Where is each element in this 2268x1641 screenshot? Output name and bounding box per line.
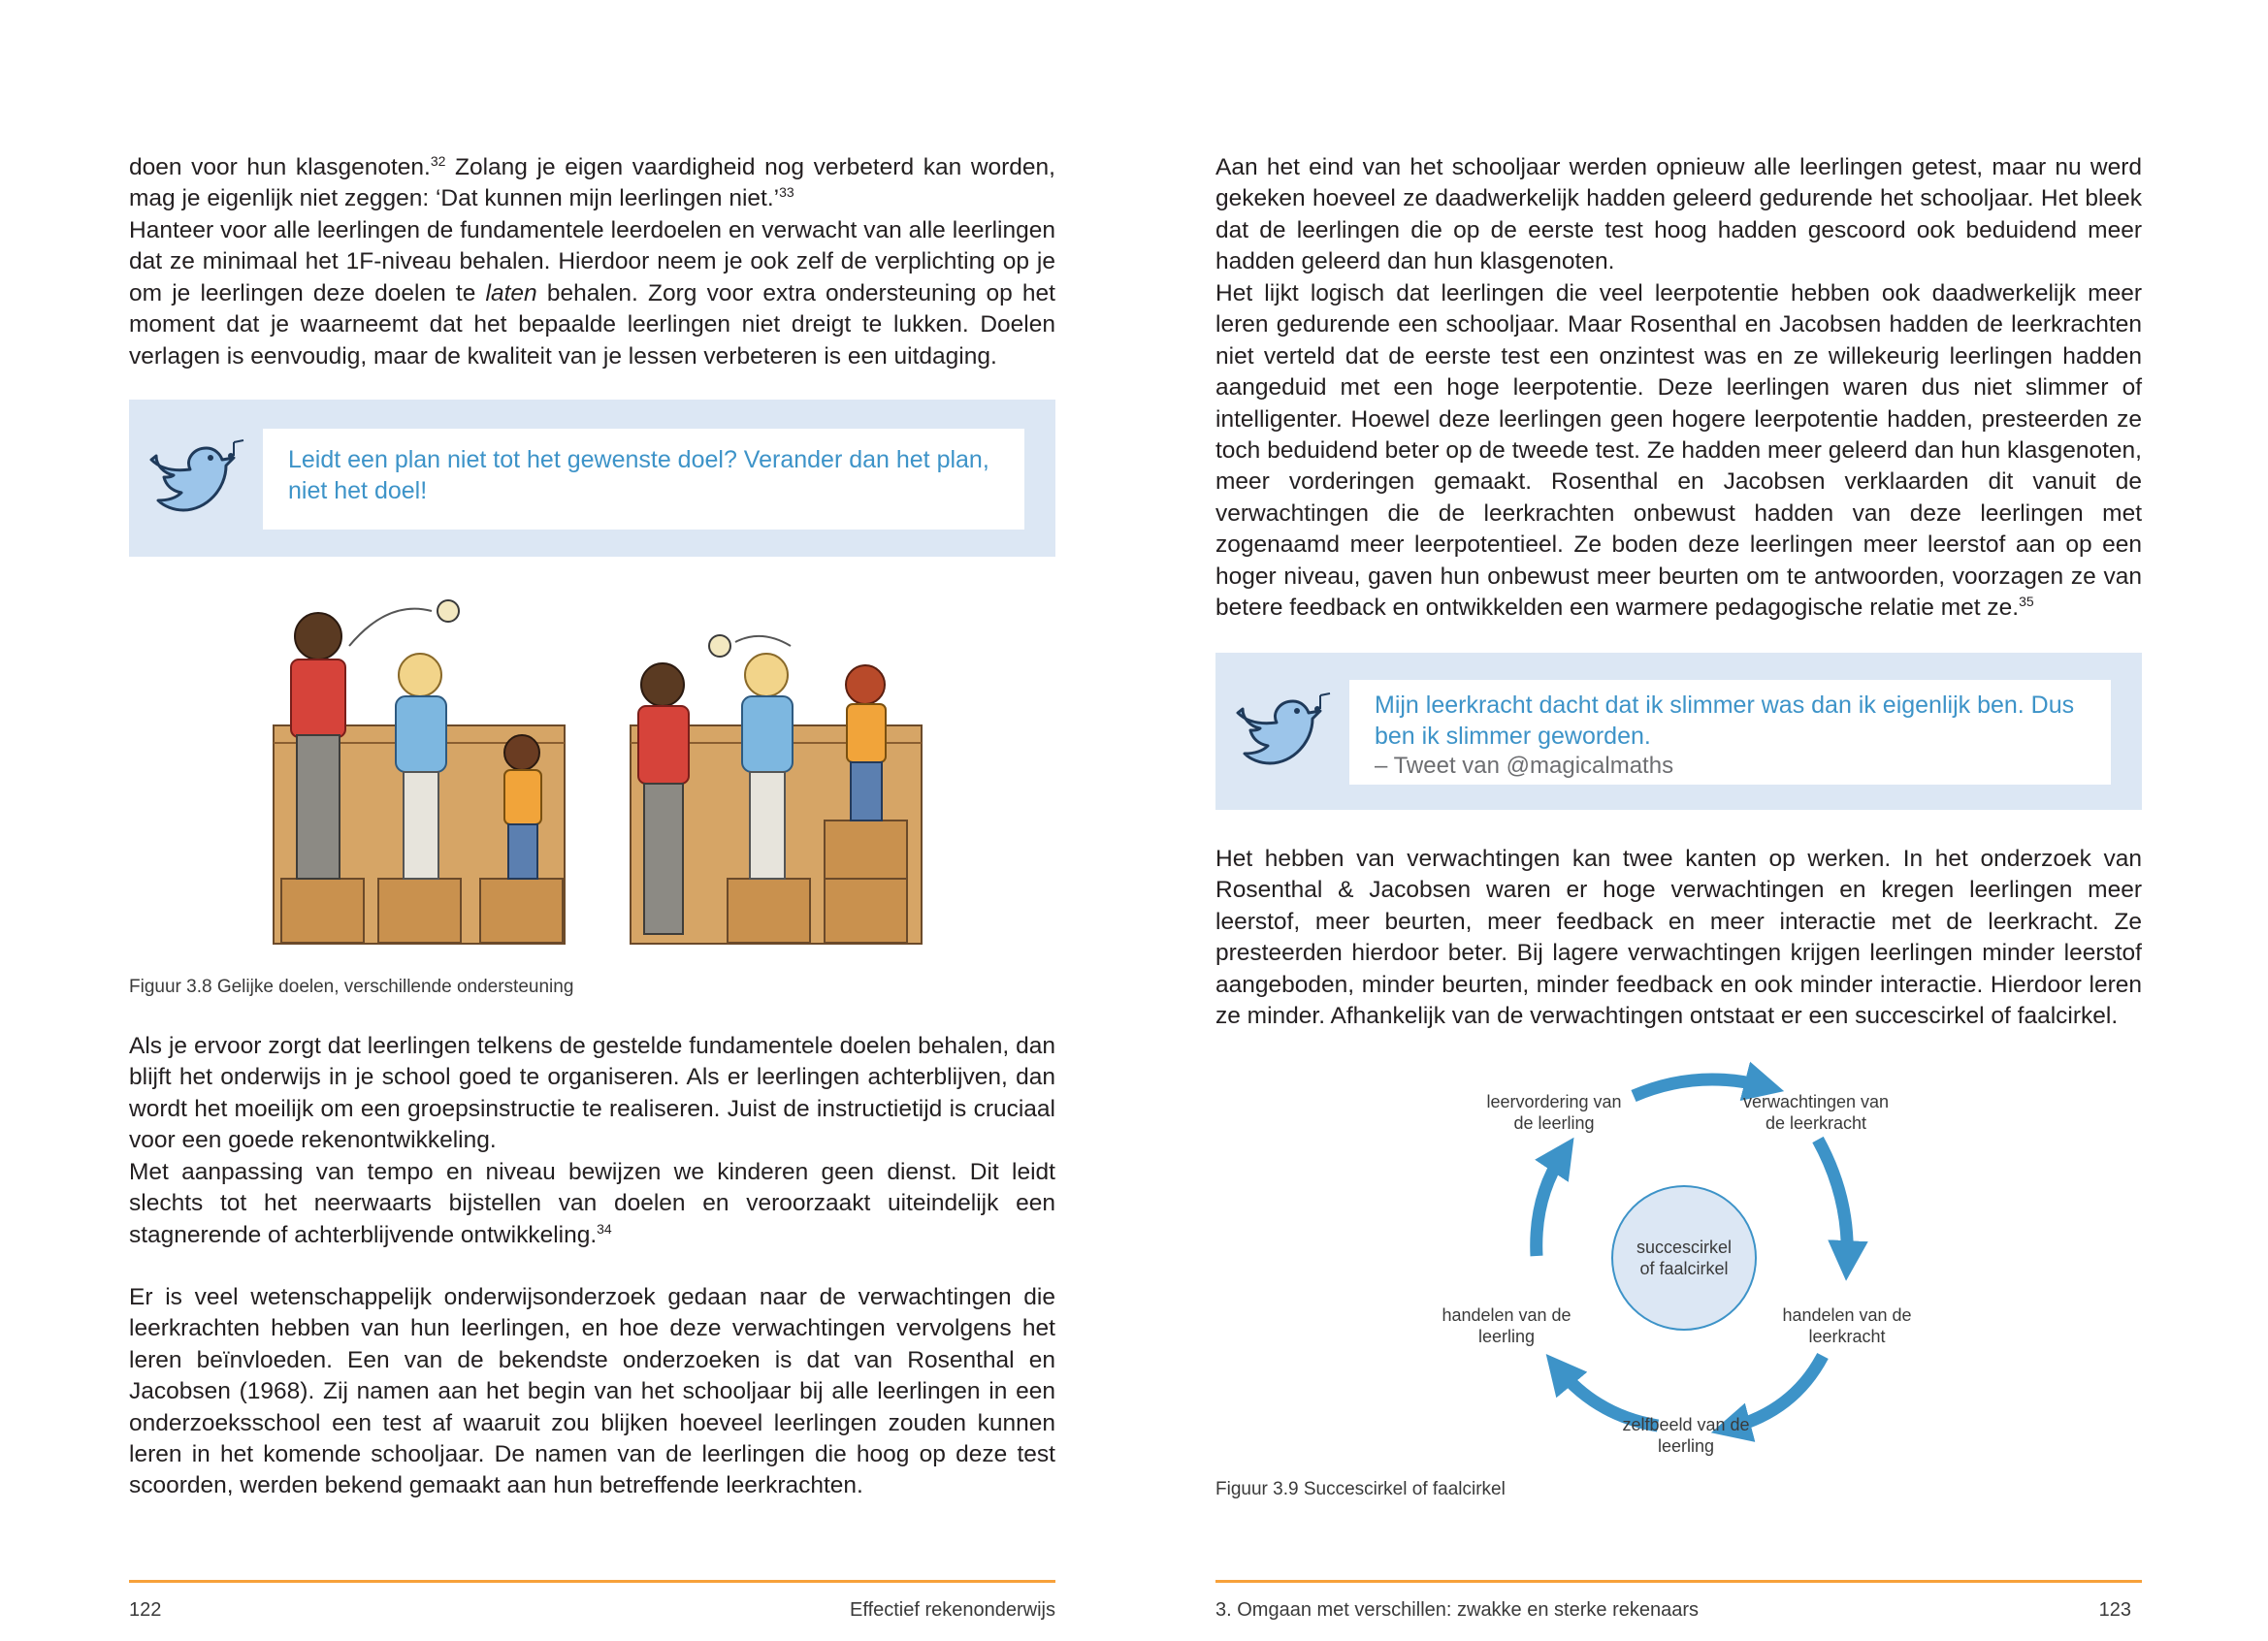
cycle-node-label: leervordering van de leerling — [1486, 1092, 1622, 1133]
cycle-node-label: handelen van de leerling — [1442, 1305, 1571, 1346]
tweet-text: Mijn leerkracht dacht dat ik slimmer was dan ik eigenlijk ben. Dus ben ik slimmer geworden. — [1375, 692, 2075, 750]
cycle-node-label: zelfbeeld van de leerling — [1622, 1415, 1750, 1456]
body-paragraph: Het lijkt logisch dat leerlingen die veel leerpotentie hebben ook daadwerkelijk meer leren gedurende een schooljaar. Maar Rosenthal en Jacobsen hadden de leerkrachten niet verteld dat de eerste test een onzintest was en ze willekeurig leerlingen hadden aangeduid met een hoge leerpotentie. Deze leerlingen waren dus niet slimmer of intelligenter. Hoewel deze leerlingen geen hogere leerpotentie hadden, presteerden ze toch beduidend beter op de tweede test. Ze hadden meer geleerd dan hun klasgenoten, meer vorderingen gemaakt. Rosenthal en Jacobsen verklaarden dit vanuit de verwachtingen die de leerkrachten onbewust hadden van deze leerlingen met zogenaamd meer leerpotentieel. Ze boden deze leerlingen meer leerstof aan op een hoger niveau, gaven hun onbewust meer beurten om te antwoorden, voorzagen ze van betere feedback en ontwikkelden een warmere pedagogische relatie met ze.$^{35}$ — [1215, 280, 2142, 622]
footnote-ref: 32 — [430, 152, 446, 169]
tweet-text: Leidt een plan niet tot het gewenste doel? Verander dan het plan, niet het doel! — [288, 446, 989, 504]
running-title: Effectief rekenonderwijs — [850, 1599, 1055, 1621]
tweet-card — [263, 429, 1024, 530]
tweet-box — [129, 400, 1055, 557]
cycle-center-circle — [1611, 1185, 1757, 1331]
figure-illustration-children-on-crates — [262, 590, 933, 947]
tweet-author: – Tweet van @magicalmaths — [1375, 753, 1674, 779]
cycle-arrow-icon — [1537, 1154, 1563, 1256]
cycle-node-label: handelen van de leerkracht — [1782, 1305, 1912, 1346]
footnote-ref: 35 — [2019, 593, 2034, 609]
cycle-center-label: succescirkel of faalcirkel — [1636, 1238, 1733, 1278]
tweet-box — [1215, 653, 2142, 810]
body-paragraph: Aan het eind van het schooljaar werden opnieuw alle leerlingen getest, maar nu werd gekeken hoeveel ze daadwerkelijk hadden geleerd gedurende het schooljaar. Het bleek dat de leerlingen die op de eerste test hoog hadden gescoord ook beduidend meer hadden geleerd dan hun klasgenoten. — [1215, 154, 2142, 275]
footer-rule — [1215, 1580, 2142, 1583]
right-page — [1134, 0, 2268, 1641]
body-paragraph: Er is veel wetenschappelijk onderwijsonderzoek gedaan naar de verwachtingen die leerkrachten hebben van hun leerlingen, en hoe deze verwachtingen vervolgens het leren beïnvloeden. Een van de bekendste onderzoeken is dat van Rosenthal en Jacobsen (1968). Zij namen aan het begin van het schooljaar bij alle leerlingen in een onderzoeksschool een test af waaruit zou blijken hoeveel leerlingen zouden kunnen leren in het komende schooljaar. De namen van de leerlingen die hoog op deze test scoorden, werden bekend gemaakt aan hun betreffende leerkrachten. — [129, 1284, 1055, 1499]
figure-caption: Figuur 3.9 Succescirkel of faalcirkel — [1215, 1479, 1506, 1499]
twitter-bird-icon — [1223, 684, 1340, 781]
running-title: 3. Omgaan met verschillen: zwakke en sterke rekenaars — [1215, 1599, 1699, 1621]
figure-caption: Figuur 3.8 Gelijke doelen, verschillende ondersteuning — [129, 977, 574, 997]
footer-rule — [129, 1580, 1055, 1583]
page-number: 122 — [129, 1599, 162, 1621]
cycle-arrow-icon — [1818, 1140, 1847, 1261]
footnote-ref: 34 — [597, 1220, 612, 1237]
twitter-bird-icon — [137, 431, 253, 528]
tweet-card — [1349, 680, 2111, 785]
body-paragraph: doen voor hun klasgenoten.$^{32}$ Zolang je eigen vaardigheid nog verbeterd kan worden, mag je eigenlijk niet zeggen: ‘Dat kunnen mijn leerlingen niet.’$^{33}$ — [129, 152, 1055, 212]
body-paragraph: Het hebben van verwachtingen kan twee kanten op werken. In het onderzoek van Rosenthal & Jacobsen waren er hoge verwachtingen en kregen leerlingen meer leerstof, meer beurten, meer feedback en meer interactie met de leerkracht. Ze presteerden hierdoor beter. Bij lagere verwachtingen krijgen leerlingen minder leerstof aangeboden, minder beurten, minder feedback en ook minder interactie. Hierdoor leren ze minder. Afhankelijk van de verwachtingen ontstaat er een succescirkel of faalcirkel. — [1215, 846, 2142, 1030]
cycle-node-label: verwachtingen van de leerkracht — [1742, 1092, 1890, 1133]
body-paragraph: Met aanpassing van tempo en niveau bewijzen we kinderen geen dienst. Dit leidt slechts tot het neerwaarts bijstellen van doelen en veroorzaakt uiteindelijk een stagnerende of achterblijvende ontwikkeling.$^{34}$ — [129, 1159, 1055, 1248]
body-paragraph: Als je ervoor zorgt dat leerlingen telkens de gestelde fundamentele doelen behalen, dan blijft het onderwijs in je school goed te organiseren. Als er leerlingen achterblijven, dan wordt het moeilijk om een groepsinstructie te realiseren. Juist de instructietijd is cruciaal voor een goede rekenontwikkeling. — [129, 1033, 1055, 1154]
page-number: 123 — [2098, 1599, 2131, 1621]
footnote-ref: 33 — [779, 184, 794, 201]
body-paragraph: Hanteer voor alle leerlingen de fundamentele leerdoelen en verwacht van alle leerlingen dat ze minimaal het 1F-niveau behalen. Hierdoor neem je ook zelf de verplichting op je om je leerlingen deze doelen te laten behalen. Zorg voor extra ondersteuning op het moment dat je waarneemt dat het bepaalde leerlingen niet dreigt te lukken. Doelen verlagen is eenvoudig, maar de kwaliteit van je lessen verbeteren is een uitdaging. — [129, 217, 1055, 370]
